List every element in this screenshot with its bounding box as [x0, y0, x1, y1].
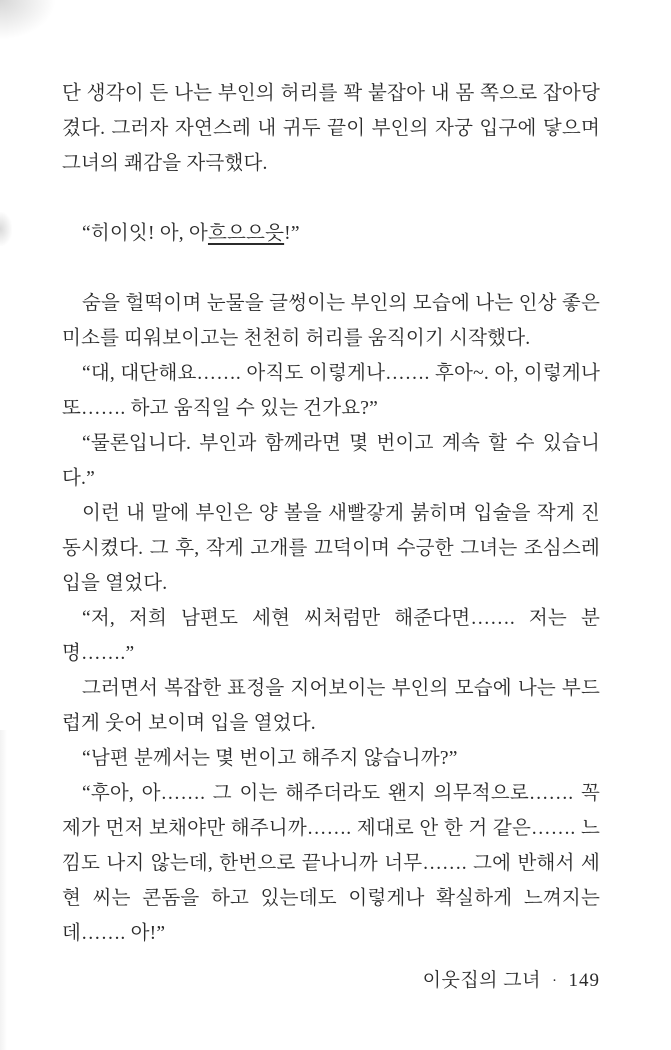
text-segment: !”	[284, 223, 300, 244]
scan-artifact	[0, 212, 12, 246]
paragraph	[62, 601, 600, 671]
scan-artifact	[0, 730, 7, 1050]
paragraph	[62, 776, 600, 951]
footer-separator: ·	[552, 973, 558, 989]
text-segment: “저, 저희 남편도 세현 씨처럼만 해준다면……. 저는 분명…….”	[62, 608, 600, 664]
page-footer	[423, 965, 600, 992]
page-text	[62, 76, 600, 951]
book-title: 이웃집의 그녀	[422, 970, 541, 991]
text-segment: 이런 내 말에 부인은 양 볼을 새빨갛게 붉히며 입술을 작게 진동시켰다. 그 후, 작게 고개를 끄덕이며 수긍한 그녀는 조심스레 입을 열었다.	[62, 503, 600, 594]
scan-artifact	[0, 0, 56, 40]
text-segment: “후아, 아……. 그 이는 해주더라도 왠지 의무적으로……. 꼭 제가 먼저 보채야만 해주니까……. 제대로 안 한 거 같은……. 느낌도 나지 않는데, 한번으로 끝나니까 너무……. 그에 반해서 세현 씨는 콘돔을 하고 있는데도 이렇게나 확실하게 느껴지는데……. 아!”	[62, 783, 600, 944]
text-segment: 단 생각이 든 나는 부인의 허리를 꽉 붙잡아 내 몸 쪽으로 잡아당겼다. 그러자 자연스레 내 귀두 끝이 부인의 자궁 입구에 닿으며 그녀의 쾌감을 자극했다.	[62, 83, 600, 174]
paragraph	[62, 356, 600, 426]
page-number: 149	[568, 970, 600, 991]
paragraph	[62, 76, 600, 181]
text-segment: 숨을 헐떡이며 눈물을 글썽이는 부인의 모습에 나는 인상 좋은 미소를 띠워보이고는 천천히 허리를 움직이기 시작했다.	[62, 293, 600, 349]
paragraph	[62, 671, 600, 741]
stretched-text: 흐으으읏	[207, 223, 285, 244]
paragraph	[62, 741, 600, 776]
paragraph	[62, 216, 600, 251]
paragraph	[62, 426, 600, 496]
text-segment: “남편 분께서는 몇 번이고 해주지 않습니까?”	[82, 748, 458, 769]
text-segment: “히이잇! 아, 아	[82, 223, 208, 244]
paragraph	[62, 496, 600, 601]
text-segment: 그러면서 복잡한 표정을 지어보이는 부인의 모습에 나는 부드럽게 웃어 보이며 입을 열었다.	[62, 678, 600, 734]
text-segment: “물론입니다. 부인과 함께라면 몇 번이고 계속 할 수 있습니다.”	[62, 433, 600, 489]
paragraph	[62, 286, 600, 356]
text-segment: “대, 대단해요……. 아직도 이렇게나……. 후아~. 아, 이렇게나 또……. 하고 움직일 수 있는 건가요?”	[62, 363, 600, 419]
